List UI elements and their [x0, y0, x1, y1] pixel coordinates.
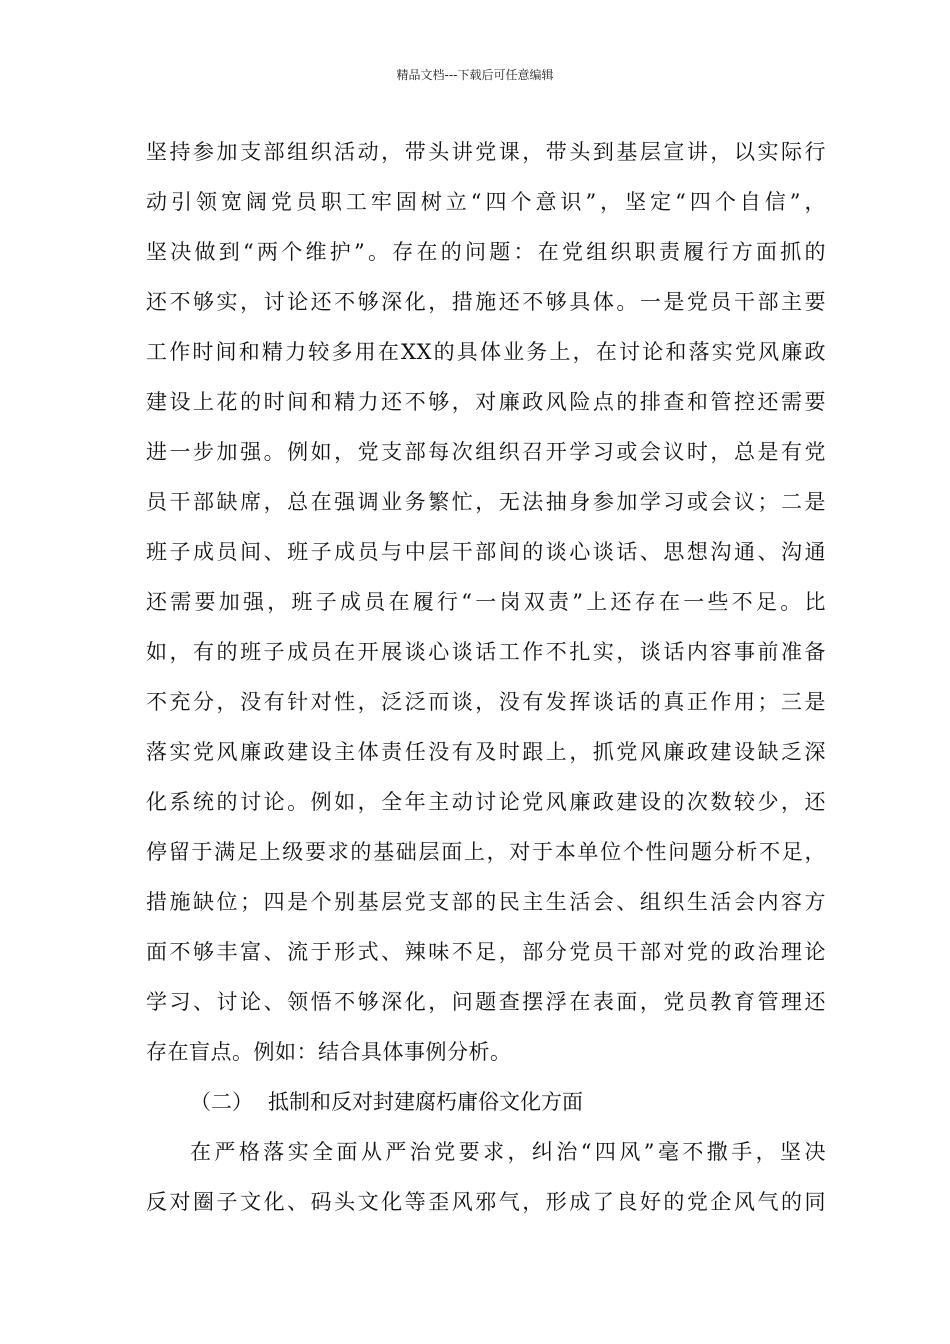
- body-line-13: 落实党风廉政建设主体责任没有及时跟上，抓党风廉政建设缺乏深: [146, 740, 826, 764]
- section-title: 抵制和反对封建腐朽庸俗文化方面: [268, 1090, 583, 1114]
- body-line-8: 员干部缺席，总在强调业务繁忙，无法抽身参加学习或会议；二是: [146, 490, 826, 514]
- body-line-11: 如，有的班子成员在开展谈心谈话工作不扎实，谈话内容事前准备: [146, 640, 826, 664]
- body-line-2: 动引领宽阔党员职工牢固树立“四个意识”，坚定“四个自信”，: [146, 190, 826, 214]
- body-line-12: 不充分，没有针对性，泛泛而谈，没有发挥谈话的真正作用；三是: [146, 690, 826, 714]
- body-line-4: 还不够实，讨论还不够深化，措施还不够具体。一是党员干部主要: [146, 290, 826, 314]
- body-line-15: 停留于满足上级要求的基础层面上，对于本单位个性问题分析不足，: [146, 840, 826, 864]
- body-line-16: 措施缺位；四是个别基层党支部的民主生活会、组织生活会内容方: [146, 890, 826, 914]
- body-line-7: 进一步加强。例如，党支部每次组织召开学习或会议时，总是有党: [146, 440, 826, 464]
- body-line-18: 学习、讨论、领悟不够深化，问题查摆浮在表面，党员教育管理还: [146, 990, 826, 1014]
- para2-line-2: 反对圈子文化、码头文化等歪风邪气，形成了良好的党企风气的同: [146, 1190, 826, 1214]
- body-line-3: 坚决做到“两个维护”。存在的问题：在党组织职责履行方面抓的: [146, 240, 826, 264]
- body-line-1: 坚持参加支部组织活动，带头讲党课，带头到基层宣讲，以实际行: [146, 140, 826, 164]
- body-line-17: 面不够丰富、流于形式、辣味不足，部分党员干部对党的政治理论: [146, 940, 826, 964]
- body-line-19: 存在盲点。例如：结合具体事例分析。: [146, 1040, 512, 1064]
- body-line-9: 班子成员间、班子成员与中层干部间的谈心谈话、思想沟通、沟通: [146, 540, 826, 564]
- body-line-14: 化系统的讨论。例如，全年主动讨论党风廉政建设的次数较少，还: [146, 790, 826, 814]
- body-line-5: 工作时间和精力较多用在XX的具体业务上，在讨论和落实党风廉政: [146, 340, 826, 364]
- section-number: （二）: [190, 1090, 253, 1114]
- body-line-10: 还需要加强，班子成员在履行“一岗双责”上还存在一些不足。比: [146, 590, 826, 614]
- page-header: 精品文档---下载后可任意编辑: [396, 68, 554, 82]
- body-line-6: 建设上花的时间和精力还不够，对廉政风险点的排查和管控还需要: [146, 390, 826, 414]
- para2-line-1: 在严格落实全面从严治党要求，纠治“四风”毫不撒手，坚决: [190, 1140, 826, 1164]
- section-heading: [190, 1089, 583, 1115]
